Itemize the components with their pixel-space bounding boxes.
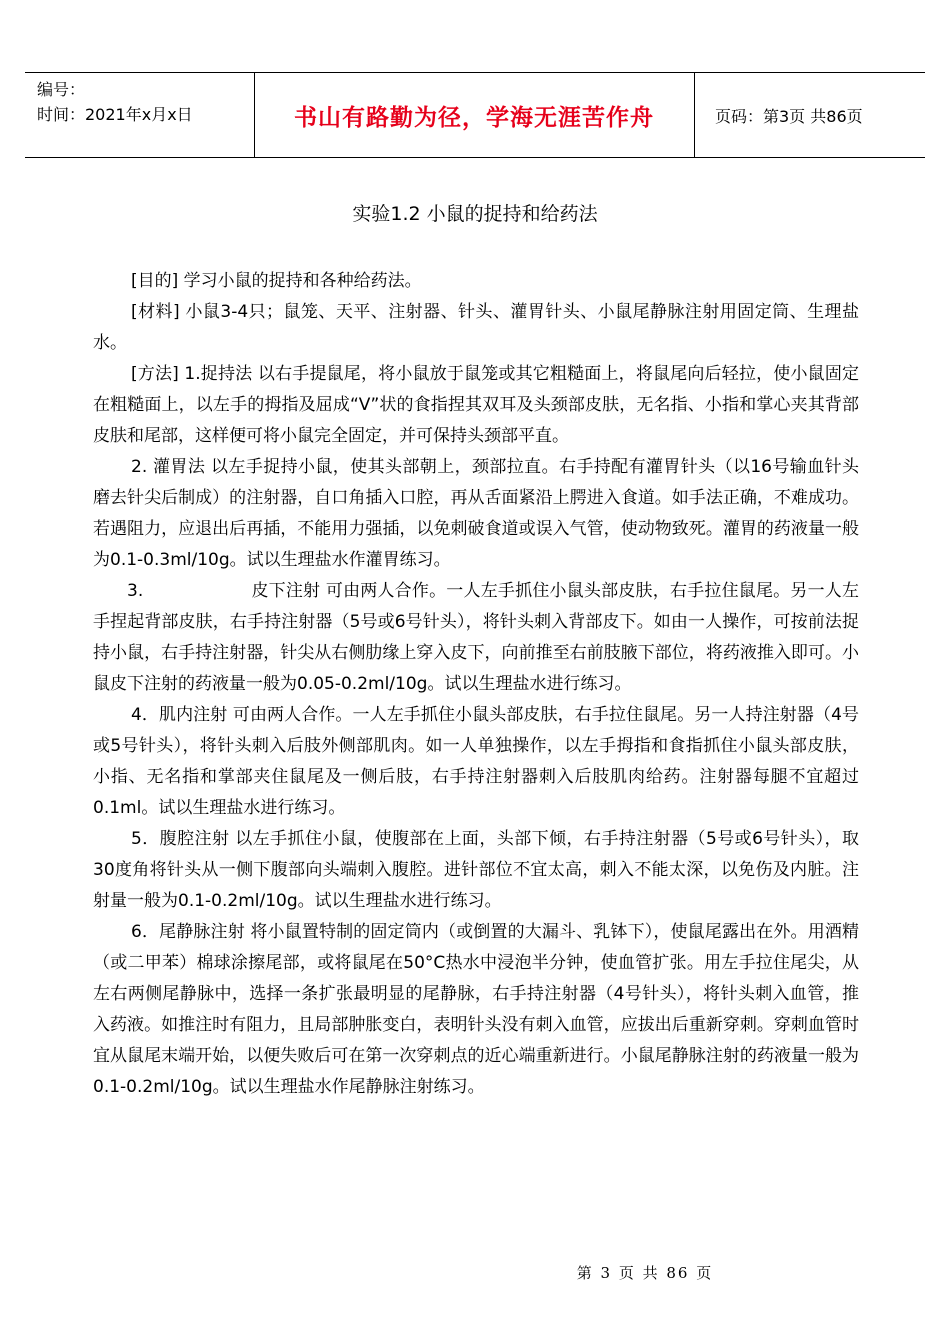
document-body (93, 266, 859, 1103)
paragraph-purpose: [目的] 学习小鼠的捉持和各种给药法。 (131, 271, 422, 291)
paragraph-method-5: 5．腹腔注射 以左手抓住小鼠，使腹部在上面，头部下倾，右手持注射器（5号或6号针头），取30度角将针头从一侧下腹部向头端刺入腹腔。进针部位不宜太高，刺入不能太深，以免伤及内脏。注射量一般为0.1-0.2ml/10g。试以生理盐水进行练习。 (93, 829, 859, 911)
method-3-number: 3. (127, 581, 144, 601)
paragraph-method-2: 2. 灌胃法 以左手捉持小鼠，使其头部朝上，颈部拉直。右手持配有灌胃针头（以16号输血针头磨去针尖后制成）的注射器，自口角插入口腔，再从舌面紧沿上腭进入食道。如手法正确，不难成功。若遇阻力，应退出后再插，不能用力强插，以免刺破食道或误入气管，使动物致死。灌胃的药液量一般为0.1-0.3ml/10g。试以生理盐水作灌胃练习。 (93, 457, 859, 570)
number-label: 编号： (37, 80, 86, 99)
time-label: 时间：2021年x月x日 (37, 105, 193, 124)
method-3-text: 皮下注射 可由两人合作。一人左手抓住小鼠头部皮肤，右手拉住鼠尾。另一人左手捏起背部皮肤，右手持注射器（5号或6号针头），将针头刺入背部皮下。如由一人操作，可按前法捉持小鼠，右手持注射器，针尖从右侧肋缘上穿入皮下，向前推至右前肢腋下部位，将药液推入即可。小鼠皮下注射的药液量一般为0.05-0.2ml/10g。试以生理盐水进行练习。 (93, 581, 859, 694)
page-header (25, 72, 925, 158)
page-footer: 第 3 页 共 86 页 (576, 1264, 714, 1282)
paragraph-method-1: [方法] 1.捉持法 以右手提鼠尾，将小鼠放于鼠笼或其它粗糙面上，将鼠尾向后轻拉，使小鼠固定在粗糙面上，以左手的拇指及屈成“V”状的食指捏其双耳及头颈部皮肤，无名指、小指和掌心夹其背部皮肤和尾部，这样便可将小鼠完全固定，并可保持头颈部平直。 (93, 364, 859, 446)
header-motto (254, 73, 695, 157)
header-meta (25, 73, 255, 157)
header-page-info: 页码：第3页 共86页 (715, 106, 863, 126)
paragraph-materials: [材料] 小鼠3-4只；鼠笼、天平、注射器、针头、灌胃针头、小鼠尾静脉注射用固定筒、生理盐水。 (93, 302, 859, 353)
paragraph-method-3 (93, 576, 859, 700)
paragraph-method-4: 4．肌内注射 可由两人合作。一人左手抓住小鼠头部皮肤，右手拉住鼠尾。另一人持注射器（4号或5号针头），将针头刺入后肢外侧部肌肉。如一人单独操作，以左手拇指和食指抓住小鼠头部皮肤，小指、无名指和掌部夹住鼠尾及一侧后肢，右手持注射器刺入后肢肌肉给药。注射器每腿不宜超过0.1ml。试以生理盐水进行练习。 (93, 705, 859, 818)
motto-text: 书山有路勤为径，学海无涯苦作舟 (294, 104, 654, 131)
document-title: 实验1.2 小鼠的捉持和给药法 (352, 203, 598, 225)
paragraph-method-6: 6．尾静脉注射 将小鼠置特制的固定筒内（或倒置的大漏斗、乳钵下），使鼠尾露出在外。用酒精（或二甲苯）棉球涂擦尾部，或将鼠尾在50°C热水中浸泡半分钟，使血管扩张。用左手拉住尾尖，从左右两侧尾静脉中，选择一条扩张最明显的尾静脉，右手持注射器（4号针头），将针头刺入血管，推入药液。如推注时有阻力，且局部肿胀变白，表明针头没有刺入血管，应拔出后重新穿刺。穿刺血管时宜从鼠尾末端开始，以便失败后可在第一次穿刺点的近心端重新进行。小鼠尾静脉注射的药液量一般为0.1-0.2ml/10g。试以生理盐水作尾静脉注射练习。 (93, 922, 859, 1097)
